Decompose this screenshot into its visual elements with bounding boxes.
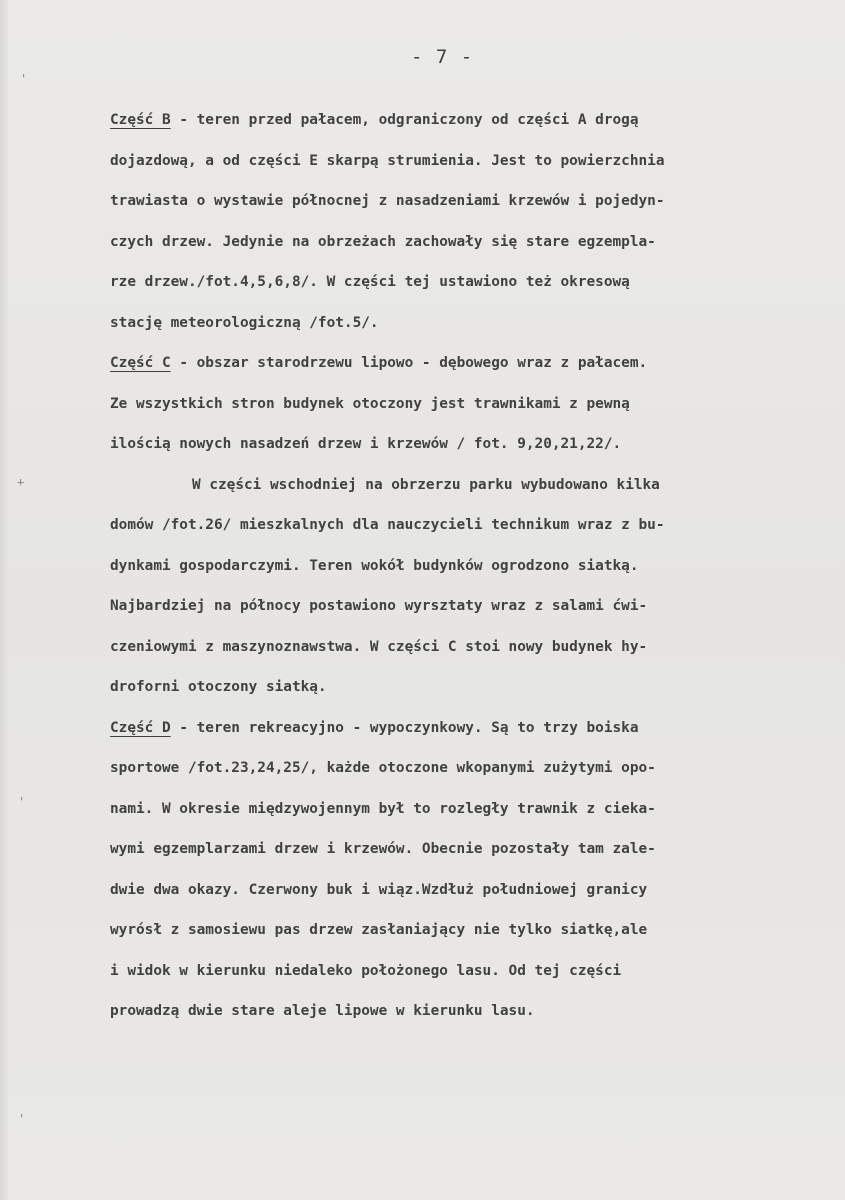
text-line: sportowe /fot.23,24,25/, każde otoczone wkopanymi zużytymi opo-	[110, 760, 656, 776]
section-b-line-1: Część B - teren przed pałacem, odgraniczony od części A drogą	[110, 112, 639, 128]
section-c-label: Część C	[110, 355, 171, 371]
text-line: W części wschodniej na obrzerzu parku wybudowano kilka	[192, 476, 660, 493]
text-line: dwie dwa okazy. Czerwony buk i wiąz.Wzdłuż południowej granicy	[110, 881, 648, 898]
text-line: prowadzą dwie stare aleje lipowe w kierunku lasu.	[110, 1003, 535, 1019]
section-d	[110, 708, 820, 1032]
text-line: nami. W okresie międzywojennym był to rozległy trawnik z cieka-	[110, 800, 656, 817]
section-b-label: Część B	[110, 112, 171, 128]
section-d-label: Część D	[110, 719, 171, 736]
text-line: ilością nowych nasadzeń drzew i krzewów / fot. 9,20,21,22/.	[110, 436, 622, 452]
margin-tick-mark: '	[18, 795, 26, 809]
page-number: - 7 -	[411, 46, 474, 68]
document-body	[110, 100, 820, 1032]
section-b	[110, 100, 820, 343]
paper-left-edge	[0, 0, 8, 1200]
section-d-line-1: Część D - teren rekreacyjno - wypoczynkowy. Są to trzy boiska	[110, 719, 639, 736]
margin-tick-mark: '	[18, 1112, 26, 1126]
text-line: czeniowymi z maszynoznawstwa. W części C stoi nowy budynek hy-	[110, 638, 648, 655]
text-line: domów /fot.26/ mieszkalnych dla nauczycieli technikum wraz z bu-	[110, 517, 665, 533]
text-line: i widok w kierunku niedaleko położonego lasu. Od tej części	[110, 962, 622, 979]
text-line: rze drzew./fot.4,5,6,8/. W części tej ustawiono też okresową	[110, 274, 630, 290]
text-line: dynkami gospodarczymi. Teren wokół budynków ogrodzono siatką.	[110, 557, 639, 574]
text-line: wymi egzemplarzami drzew i krzewów. Obecnie pozostały tam zale-	[110, 841, 656, 857]
margin-tick-mark: '	[20, 72, 28, 86]
section-c	[110, 343, 820, 708]
text-line: droforni otoczony siatką.	[110, 679, 327, 695]
text-line: dojazdową, a od części E skarpą strumienia. Jest to powierzchnia	[110, 152, 665, 169]
text-line: Najbardziej na północy postawiono wyrsztaty wraz z salami ćwi-	[110, 598, 648, 614]
text-line: czych drzew. Jedynie na obrzeżach zachowały się stare egzempla-	[110, 233, 656, 250]
margin-punch-mark: +	[17, 475, 25, 489]
text-line: stację meteorologiczną /fot.5/.	[110, 314, 379, 331]
section-c-line-1: Część C - obszar starodrzewu lipowo - dębowego wraz z pałacem.	[110, 355, 648, 371]
text-line: trawiasta o wystawie północnej z nasadzeniami krzewów i pojedyn-	[110, 193, 665, 209]
text-line: Ze wszystkich stron budynek otoczony jest trawnikami z pewną	[110, 395, 630, 412]
text-line: wyrósł z samosiewu pas drzew zasłaniający nie tylko siatkę,ale	[110, 922, 648, 938]
